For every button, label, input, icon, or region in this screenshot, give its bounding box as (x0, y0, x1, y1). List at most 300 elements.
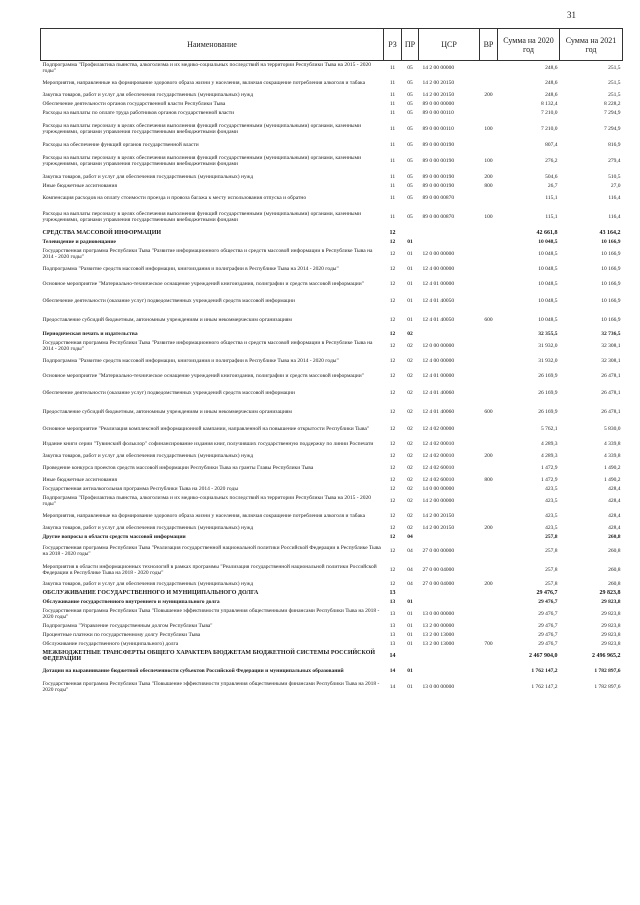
cell-pr: 02 (407, 389, 413, 396)
table-row (41, 100, 623, 109)
cell-csr: 14 0 00 00000 (422, 485, 455, 492)
cell-csr: 12 4 01 40060 (422, 389, 455, 396)
cell-vr: 600 (484, 316, 493, 323)
cell-csr: 12 4 02 60010 (422, 476, 455, 483)
table-row (41, 664, 623, 679)
table-row (41, 622, 623, 631)
cell-csr (419, 533, 480, 542)
cell-sum-2021: 29 823,8 (601, 598, 621, 605)
table-row (41, 262, 623, 277)
cell-pr: 02 (407, 425, 413, 432)
cell-rz: 12 (389, 229, 396, 236)
cell-pr: 01 (407, 622, 413, 629)
table-row (41, 679, 623, 696)
table-row (41, 118, 623, 141)
cell-rz: 12 (389, 250, 396, 257)
cell-sum-2020: 807,4 (545, 141, 558, 148)
cell-vr (480, 277, 498, 292)
cell-vr (480, 589, 498, 598)
cell-name: Государственная программа Республики Тыва "Повышение эффективности управления общественными финансами Республики Тыва на 2018 - 2020 годы" (42, 680, 380, 693)
cell-sum-2020: 10 048,5 (538, 316, 558, 323)
cell-sum-2020: 29 476,7 (538, 622, 558, 629)
cell-pr: 04 (407, 580, 413, 587)
cell-sum-2020: 423,5 (545, 512, 558, 519)
cell-sum-2020: 29 476,7 (536, 589, 558, 596)
cell-sum-2021: 251,5 (608, 91, 621, 98)
cell-vr (480, 369, 498, 384)
cell-sum-2021: 428,4 (608, 512, 621, 519)
table-row (41, 173, 623, 182)
cell-sum-2020: 10 048,5 (538, 297, 558, 304)
cell-rz: 13 (389, 598, 396, 605)
cell-csr: 14 2 00 00000 (422, 497, 455, 504)
table-row (41, 649, 623, 664)
cell-csr: 12 4 02 60010 (422, 464, 455, 471)
cell-csr: 13 0 00 00000 (422, 610, 455, 617)
cell-name: Государственная антиалкогольная программа Республики Тыва на 2014 - 2020 годы (42, 485, 239, 492)
cell-csr (419, 589, 480, 598)
cell-name: МЕЖБЮДЖЕТНЫЕ ТРАНСФЕРТЫ ОБЩЕГО ХАРАКТЕРА БЮДЖЕТАМ БЮДЖЕТНОЙ СИСТЕМЫ РОССИЙСКОЙ ФЕДЕРАЦИИ (42, 649, 376, 662)
cell-name: Обеспечение деятельности (оказание услуг) подведомственных учреждений средств массовой информации (42, 297, 295, 304)
cell-name: Подпрограмма "Профилактика пьянства, алкоголизма и их медико-социальных последствий на территории Республики Тыва на 2015 - 2020 годы" (42, 494, 371, 507)
cell-vr (480, 384, 498, 403)
cell-csr: 27 0 00 04000 (422, 580, 455, 587)
cell-sum-2020: 248,6 (545, 65, 558, 72)
cell-rz: 12 (389, 357, 396, 364)
cell-name: Подпрограмма "Развитие средств массовой информации, книгоиздания и полиграфии в Республике Тыва на 2014 - 2020 годы" (42, 357, 339, 364)
cell-pr: 02 (407, 440, 413, 447)
cell-pr: 05 (407, 79, 413, 86)
table-row (41, 61, 623, 76)
cell-sum-2021: 26 478,1 (601, 372, 621, 379)
cell-rz: 12 (389, 316, 396, 323)
cell-sum-2021: 26 478,1 (601, 389, 621, 396)
table-row (41, 607, 623, 622)
cell-name: Закупка товаров, работ и услуг для обеспечения государственных (муниципальных) нужд (42, 580, 254, 587)
cell-rz: 14 (389, 683, 396, 690)
cell-csr: 12 4 02 00010 (422, 452, 455, 459)
table-row (41, 109, 623, 118)
cell-rz: 12 (389, 330, 396, 337)
cell-sum-2020: 8 132,4 (541, 100, 558, 107)
cell-vr (480, 262, 498, 277)
cell-name: Государственная программа Республики Тыва "Реализация государственной национальной политики Российской Федерации в Республике Тыва на 2018 - 2020 годы" (42, 544, 381, 557)
table-row (41, 384, 623, 403)
cell-sum-2020: 29 476,7 (538, 610, 558, 617)
cell-pr: 05 (407, 157, 413, 164)
table-row (41, 533, 623, 542)
cell-csr: 13 2 00 13000 (422, 640, 455, 647)
header-csr: ЦСР (419, 29, 480, 61)
budget-table (40, 28, 623, 696)
cell-sum-2021: 29 823,8 (601, 610, 621, 617)
cell-name: Государственная программа Республики Тыва "Повышение эффективности управления общественными финансами Республики Тыва на 2018 - 2020 годы" (42, 607, 380, 620)
table-row (41, 640, 623, 649)
cell-rz: 12 (389, 372, 396, 379)
cell-csr (419, 238, 480, 247)
cell-pr: 01 (407, 265, 413, 272)
cell-csr: 13 2 00 00000 (422, 622, 455, 629)
cell-sum-2021: 260,8 (608, 533, 621, 540)
cell-sum-2021: 260,8 (608, 580, 621, 587)
cell-sum-2021: 1 490,2 (604, 464, 621, 471)
cell-rz: 11 (389, 79, 396, 86)
cell-name: Мероприятия, направленные на формирование здорового образа жизни у населения, включая сокращение потребления алкоголя и табака (42, 512, 366, 519)
cell-csr: 12 0 00 00000 (422, 342, 455, 349)
cell-pr: 01 (407, 280, 413, 287)
cell-pr (402, 229, 419, 238)
cell-sum-2021: 279,4 (608, 157, 621, 164)
cell-sum-2021: 10 166,9 (601, 265, 621, 272)
cell-name: Другие вопросы в области средств массовой информации (42, 533, 186, 540)
cell-sum-2020: 10 048,5 (538, 280, 558, 287)
cell-vr: 200 (484, 524, 493, 531)
cell-sum-2020: 257,8 (545, 533, 558, 540)
cell-sum-2020: 423,5 (545, 497, 558, 504)
cell-pr: 02 (407, 497, 413, 504)
cell-sum-2020: 257,8 (545, 547, 558, 554)
cell-name: Проведение конкурса проектов средств массовой информации Республики Тыва на гранты Главы Республики Тыва (42, 464, 314, 471)
cell-csr (419, 229, 480, 238)
cell-sum-2020: 504,6 (545, 173, 558, 180)
table-row (41, 403, 623, 422)
table-row (41, 354, 623, 369)
cell-sum-2021: 1 490,2 (604, 476, 621, 483)
cell-sum-2021: 1 782 897,6 (594, 667, 621, 674)
table-row (41, 229, 623, 238)
cell-rz: 11 (389, 65, 396, 72)
cell-name: Подпрограмма "Управление государственным долгом Республики Тыва" (42, 622, 213, 629)
cell-csr: 14 2 00 20150 (422, 512, 455, 519)
cell-pr: 05 (407, 91, 413, 98)
cell-name: СРЕДСТВА МАССОВОЙ ИНФОРМАЦИИ (42, 229, 162, 236)
table-row (41, 452, 623, 461)
cell-sum-2020: 26 169,9 (538, 389, 558, 396)
table-row (41, 509, 623, 524)
cell-sum-2021: 816,9 (608, 141, 621, 148)
cell-sum-2021: 29 823,8 (599, 589, 621, 596)
table-row (41, 339, 623, 354)
table-body (41, 61, 623, 696)
cell-vr (480, 607, 498, 622)
cell-sum-2020: 1 762 147,2 (531, 667, 558, 674)
cell-sum-2021: 260,8 (608, 566, 621, 573)
cell-rz: 12 (389, 476, 396, 483)
cell-name: Дотации на выравнивание бюджетной обеспеченности субъектов Российской Федерации и муниципальных образований (42, 667, 344, 674)
cell-rz: 11 (389, 100, 396, 107)
cell-name: Закупка товаров, работ и услуг для обеспечения государственных (муниципальных) нужд (42, 452, 254, 459)
cell-csr (419, 330, 480, 339)
cell-name: Обслуживание государственного внутреннего и муниципального долга (42, 598, 220, 605)
cell-pr: 02 (407, 357, 413, 364)
cell-rz: 12 (389, 452, 396, 459)
cell-sum-2021: 4 339,8 (604, 440, 621, 447)
table-row (41, 524, 623, 533)
cell-rz: 12 (389, 580, 396, 587)
cell-pr: 04 (407, 547, 413, 554)
cell-rz: 12 (389, 425, 396, 432)
cell-sum-2021: 7 294,9 (604, 109, 621, 116)
cell-sum-2020: 4 289,3 (541, 452, 558, 459)
cell-pr: 01 (407, 610, 413, 617)
cell-name: Основное мероприятие "Материально-техническое оснащение учреждений книгоиздания, полиграфии и средств массовой информации" (42, 372, 364, 379)
cell-sum-2021: 29 823,8 (601, 631, 621, 638)
cell-vr (480, 422, 498, 437)
cell-pr: 01 (407, 631, 413, 638)
table-row (41, 247, 623, 262)
cell-sum-2020: 29 476,7 (538, 598, 558, 605)
table-row (41, 542, 623, 561)
cell-rz: 12 (389, 497, 396, 504)
header-sum-2020: Сумма на 2020 год (498, 29, 560, 61)
cell-sum-2020: 42 661,8 (536, 229, 558, 236)
cell-sum-2020: 29 476,7 (538, 631, 558, 638)
cell-vr (480, 542, 498, 561)
cell-pr: 01 (407, 640, 413, 647)
table-row (41, 422, 623, 437)
table-row (41, 76, 623, 91)
cell-rz: 12 (389, 238, 396, 245)
cell-pr: 01 (407, 683, 413, 690)
cell-vr (480, 598, 498, 607)
cell-rz: 11 (389, 173, 396, 180)
cell-rz: 11 (389, 213, 396, 220)
cell-vr (480, 649, 498, 664)
table-row (41, 437, 623, 452)
cell-name: Подпрограмма "Профилактика пьянства, алкоголизма и их медико-социальных последствий на территории Республики Тыва на 2015 - 2020 годы" (42, 62, 371, 75)
cell-sum-2021: 29 823,8 (601, 640, 621, 647)
cell-vr (480, 664, 498, 679)
cell-rz: 12 (389, 280, 396, 287)
cell-rz: 11 (389, 91, 396, 98)
cell-rz: 13 (389, 589, 396, 596)
cell-vr (480, 533, 498, 542)
cell-sum-2020: 115,1 (545, 194, 558, 201)
cell-sum-2020: 115,1 (545, 213, 558, 220)
cell-csr: 12 4 00 00000 (422, 357, 455, 364)
cell-pr: 02 (407, 485, 413, 492)
cell-sum-2021: 29 823,8 (601, 622, 621, 629)
cell-name: Процентные платежи по государственному долгу Республики Тыва (42, 631, 201, 638)
cell-sum-2021: 26 478,1 (601, 408, 621, 415)
cell-sum-2020: 257,8 (545, 580, 558, 587)
cell-vr: 200 (484, 580, 493, 587)
cell-rz: 12 (389, 265, 396, 272)
cell-csr: 12 4 01 40060 (422, 408, 455, 415)
cell-name: Государственная программа Республики Тыва "Развитие информационного общества и средств массовой информации в Республике Тыва на 2014 - 2020 годы" (42, 339, 373, 352)
cell-csr: 12 4 01 40050 (422, 297, 455, 304)
cell-pr: 01 (407, 667, 413, 674)
cell-vr (480, 100, 498, 109)
cell-pr: 02 (407, 372, 413, 379)
table-row (41, 182, 623, 191)
cell-csr: 12 4 02 00010 (422, 440, 455, 447)
table-row (41, 206, 623, 229)
cell-sum-2020: 2 467 904,0 (529, 652, 558, 659)
cell-pr: 05 (407, 125, 413, 132)
header-vr: ВР (480, 29, 498, 61)
cell-sum-2020: 29 476,7 (538, 640, 558, 647)
cell-vr (480, 339, 498, 354)
header-rz: РЗ (384, 29, 402, 61)
cell-csr: 14 2 00 20150 (422, 524, 455, 531)
cell-sum-2020: 423,5 (545, 485, 558, 492)
table-row (41, 485, 623, 494)
cell-pr: 05 (407, 194, 413, 201)
cell-vr (480, 437, 498, 452)
table-row (41, 561, 623, 580)
cell-csr: 89 0 00 00190 (422, 157, 455, 164)
cell-sum-2020: 5 762,1 (541, 425, 558, 432)
cell-csr: 12 4 01 00000 (422, 280, 455, 287)
cell-vr: 200 (484, 452, 493, 459)
cell-pr: 04 (407, 533, 413, 540)
cell-rz: 12 (389, 485, 396, 492)
cell-csr: 12 4 00 00000 (422, 265, 455, 272)
cell-pr (402, 589, 419, 598)
cell-vr: 800 (484, 182, 493, 189)
cell-csr: 14 2 00 00000 (422, 65, 455, 72)
cell-sum-2021: 10 166,9 (601, 280, 621, 287)
cell-vr (480, 76, 498, 91)
cell-name: Подпрограмма "Развитие средств массовой информации, книгоиздания и полиграфии в Республике Тыва на 2014 - 2020 годы" (42, 265, 339, 272)
cell-rz: 12 (389, 524, 396, 531)
cell-sum-2020: 1 762 147,2 (531, 683, 558, 690)
cell-sum-2021: 8 228,2 (604, 100, 621, 107)
cell-rz: 13 (389, 610, 396, 617)
cell-rz: 12 (389, 408, 396, 415)
cell-name: Закупка товаров, работ и услуг для обеспечения государственных (муниципальных) нужд (42, 173, 254, 180)
cell-rz: 12 (389, 533, 396, 540)
header-pr: ПР (402, 29, 419, 61)
cell-name: Телевидение и радиовещание (42, 238, 116, 245)
cell-name: Мероприятия, направленные на формирование здорового образа жизни у населения, включая сокращение потребления алкоголя и табака (42, 79, 366, 86)
cell-sum-2021: 32 308,1 (601, 342, 621, 349)
cell-vr (480, 509, 498, 524)
table-row (41, 150, 623, 173)
cell-pr: 05 (407, 65, 413, 72)
cell-sum-2020: 1 472,9 (541, 476, 558, 483)
cell-csr: 13 0 00 00000 (422, 683, 455, 690)
cell-pr: 02 (407, 452, 413, 459)
cell-vr (480, 679, 498, 696)
cell-sum-2021: 10 166,9 (601, 238, 621, 245)
cell-pr: 02 (407, 464, 413, 471)
table-row (41, 191, 623, 206)
cell-sum-2020: 7 210,0 (541, 125, 558, 132)
cell-sum-2020: 26,7 (547, 182, 558, 189)
cell-vr (480, 494, 498, 509)
cell-pr: 05 (407, 141, 413, 148)
cell-name: Компенсация расходов на оплату стоимости проезда и провоза багажа к месту использования отпуска и обратно (42, 194, 307, 201)
table-row (41, 292, 623, 311)
cell-vr (480, 229, 498, 238)
cell-rz: 12 (389, 389, 396, 396)
cell-pr: 02 (407, 512, 413, 519)
cell-csr: 89 0 00 00870 (422, 213, 455, 220)
cell-vr (480, 631, 498, 640)
cell-vr: 200 (484, 173, 493, 180)
cell-rz: 11 (389, 182, 396, 189)
cell-name: Обеспечение деятельности (оказание услуг) подведомственных учреждений средств массовой информации (42, 389, 295, 396)
cell-name: Обслуживание государственного (муниципального) долга (42, 640, 179, 647)
cell-name: Основное мероприятие "Реализация комплексной информационной кампании, направленной на повышение открытости Республики Тыва" (42, 425, 370, 432)
cell-sum-2020: 10 048,5 (538, 265, 558, 272)
cell-sum-2020: 276,2 (545, 157, 558, 164)
cell-vr (480, 61, 498, 76)
cell-sum-2020: 32 355,5 (538, 330, 558, 337)
cell-csr: 89 0 00 00110 (422, 109, 454, 116)
cell-vr (480, 461, 498, 476)
cell-csr: 12 0 00 00000 (422, 250, 455, 257)
cell-sum-2021: 43 164,2 (599, 229, 621, 236)
cell-vr: 100 (484, 213, 493, 220)
cell-pr: 01 (407, 297, 413, 304)
cell-pr: 05 (407, 109, 413, 116)
cell-vr (480, 561, 498, 580)
cell-sum-2021: 10 166,9 (601, 316, 621, 323)
cell-sum-2021: 32 308,1 (601, 357, 621, 364)
cell-rz: 12 (389, 547, 396, 554)
cell-rz: 11 (389, 109, 396, 116)
cell-name: Расходы на выплаты персоналу в целях обеспечения выполнения функций государственными (муниципальными) органами, казенными учреждениями, органами управления государственными внебюджетными фондами (42, 122, 362, 135)
table-row (41, 91, 623, 100)
cell-vr: 100 (484, 125, 493, 132)
cell-sum-2020: 10 048,5 (538, 238, 558, 245)
cell-sum-2020: 257,8 (545, 566, 558, 573)
cell-vr: 800 (484, 476, 493, 483)
cell-pr: 01 (407, 250, 413, 257)
cell-rz: 11 (389, 194, 396, 201)
cell-pr: 02 (407, 342, 413, 349)
table-row (41, 476, 623, 485)
header-name: Наименование (41, 29, 384, 61)
cell-pr: 02 (407, 524, 413, 531)
cell-vr (480, 292, 498, 311)
cell-rz: 12 (389, 464, 396, 471)
cell-rz: 12 (389, 297, 396, 304)
table-row (41, 369, 623, 384)
cell-csr: 89 0 00 00190 (422, 141, 455, 148)
cell-rz: 12 (389, 440, 396, 447)
cell-name: Закупка товаров, работ и услуг для обеспечения государственных (муниципальных) нужд (42, 524, 254, 531)
cell-pr (402, 649, 419, 664)
cell-rz: 13 (389, 631, 396, 638)
cell-csr: 89 0 00 00190 (422, 182, 455, 189)
cell-sum-2021: 2 496 965,2 (592, 652, 621, 659)
cell-vr (480, 191, 498, 206)
cell-sum-2020: 31 932,0 (538, 342, 558, 349)
cell-sum-2020: 423,5 (545, 524, 558, 531)
header-sum-2021: Сумма на 2021 год (560, 29, 623, 61)
cell-sum-2021: 27,0 (610, 182, 621, 189)
cell-sum-2020: 10 048,5 (538, 250, 558, 257)
cell-name: Расходы на обеспечение функций органов государственной власти (42, 141, 199, 148)
cell-sum-2021: 5 830,0 (604, 425, 621, 432)
cell-vr (480, 330, 498, 339)
cell-rz: 13 (389, 640, 396, 647)
table-row (41, 141, 623, 150)
cell-vr (480, 109, 498, 118)
table-row (41, 580, 623, 589)
cell-sum-2021: 428,4 (608, 497, 621, 504)
cell-vr: 600 (484, 408, 493, 415)
cell-sum-2020: 26 169,9 (538, 408, 558, 415)
cell-rz: 12 (389, 342, 396, 349)
cell-vr (480, 622, 498, 631)
page-number: 31 (567, 10, 576, 20)
cell-csr: 89 0 00 00190 (422, 173, 455, 180)
